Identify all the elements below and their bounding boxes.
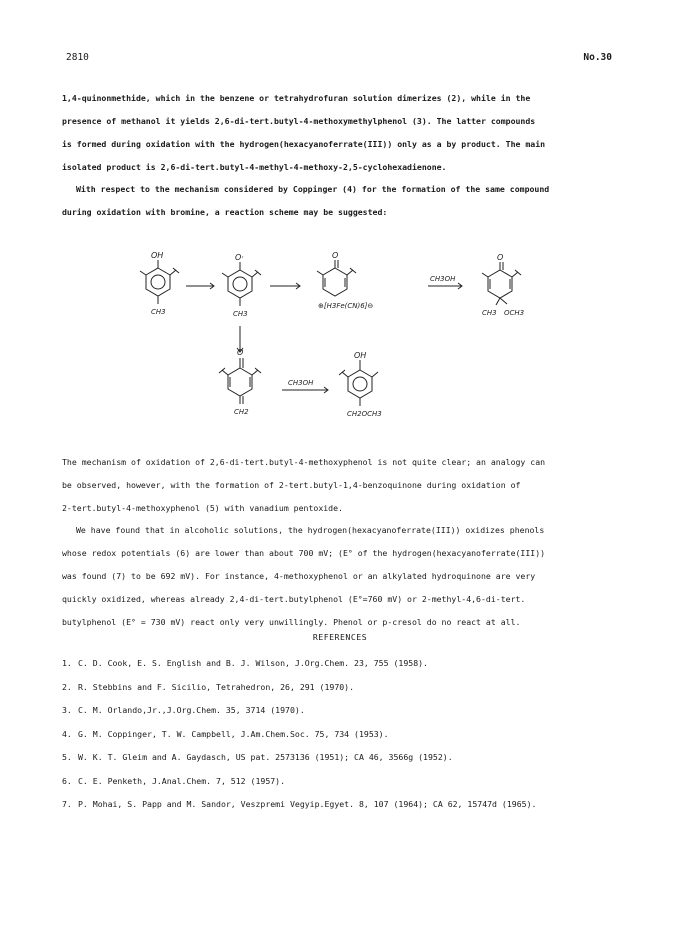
reference-number: 3. [62,705,72,715]
molecule-phenol [140,251,179,316]
molecule-quinone-methide [219,348,261,416]
reference-text: R. Stebbins and F. Sicilio, Tetrahedron, 26, 291 (1970). [78,681,355,692]
page-number: 2810 [66,52,89,63]
label-ch3: CH3 [482,309,497,317]
label-o: O [497,253,504,262]
reference-item [62,746,642,770]
text-line: whose redox potentials (6) are lower than about 700 mV; (E° of the hydrogen(hexacyanoferrate(III)) [62,548,546,558]
label-ch3oh: CH3OH [288,379,314,387]
reaction-scheme [110,248,570,438]
molecule-methoxymethylphenol [339,351,382,418]
paragraph-2 [62,178,622,224]
reference-number: 5. [62,752,72,762]
molecule-phenoxy-radical [222,253,261,318]
paragraph-1 [62,87,622,179]
text-line: butylphenol (E° = 730 mV) react only very unwillingly. Phenol or p-cresol do no react at all. [62,617,521,627]
paragraph-4 [62,519,622,634]
text-line: presence of methanol it yields 2,6-di-tert.butyl-4-methoxymethylphenol (3). The latter compounds [62,116,536,126]
label-oh: OH [151,251,164,260]
text-line: The mechanism of oxidation of 2,6-di-tert.butyl-4-methoxyphenol is not quite clear; an analogy can [62,457,546,467]
molecule-dienone [482,253,524,317]
label-ferrate: ⊕[H3Fe(CN)6]⊖ [318,302,374,310]
text-line: be observed, however, with the formation of 2-tert.butyl-1,4-benzoquinone during oxidation of [62,480,521,490]
reference-item [62,770,642,794]
reference-text: W. K. T. Gleim and A. Gaydasch, US pat. 2573136 (1951); CA 46, 3566g (1952). [78,752,453,762]
paragraph-3 [62,451,622,520]
reference-number: 1. [62,658,72,668]
label-ch3: CH3 [151,308,166,316]
label-ch2: CH2 [234,408,249,416]
reference-text: C. E. Penketh, J.Anal.Chem. 7, 512 (1957). [78,775,286,786]
reference-number: 4. [62,728,72,739]
reference-item [62,723,642,747]
text-line: quickly oxidized, whereas already 2,4-di-tert.butylphenol (E°=760 mV) or 2-methyl-4,6-di-tert. [62,594,526,604]
text-line: We have found that in alcoholic solutions, the hydrogen(hexacyanoferrate(III)) oxidizes phenols [76,525,545,535]
reference-number: 2. [62,681,72,692]
reference-text: G. M. Coppinger, T. W. Campbell, J.Am.Chem.Soc. 75, 734 (1953). [78,728,389,739]
label-ch3oh: CH3OH [430,275,456,283]
text-line: 2-tert.butyl-4-methoxyphenol (5) with vanadium pentoxide. [62,503,343,513]
label-o: O [237,348,244,357]
molecule-cation-complex [317,251,373,310]
reference-number: 6. [62,775,72,786]
reference-text: C. D. Cook, E. S. English and B. J. Wilson, J.Org.Chem. 23, 755 (1958). [78,658,428,668]
reference-number: 7. [62,799,72,809]
label-o: O [332,251,339,260]
label-oh: OH [354,351,367,360]
reference-text: P. Mohai, S. Papp and M. Sandor, Veszpremi Vegyip.Egyet. 8, 107 (1964); CA 62, 15747d (1965). [78,799,537,809]
references-list [62,652,642,817]
label-och3: OCH3 [504,309,525,317]
text-line: 1,4-quinonmethide, which in the benzene or tetrahydrofuran solution dimerizes (2), while in the [62,93,531,103]
text-line: was found (7) to be 692 mV). For instance, 4-methoxyphenol or an alkylated hydroquinone are very [62,571,536,581]
label-ch2och3: CH2OCH3 [347,410,382,418]
label-ch3: CH3 [233,310,248,318]
reference-item [62,676,642,700]
reference-item [62,699,642,723]
reference-item [62,652,642,676]
reference-text: C. M. Orlando,Jr.,J.Org.Chem. 35, 3714 (1970). [78,705,305,715]
references-title: REFERENCES [312,632,368,642]
label-o-radical: O· [235,253,244,262]
text-line: isolated product is 2,6-di-tert.butyl-4-methyl-4-methoxy-2,5-cyclohexadienone. [62,162,447,172]
reference-item [62,793,642,817]
text-line: With respect to the mechanism considered by Coppinger (4) for the formation of the same compound [76,184,550,194]
text-line: during oxidation with bromine, a reaction scheme may be suggested: [62,207,388,217]
issue-number: No.30 [583,52,612,63]
text-line: is formed during oxidation with the hydrogen(hexacyanoferrate(III)) only as a by product. The main [62,139,546,149]
